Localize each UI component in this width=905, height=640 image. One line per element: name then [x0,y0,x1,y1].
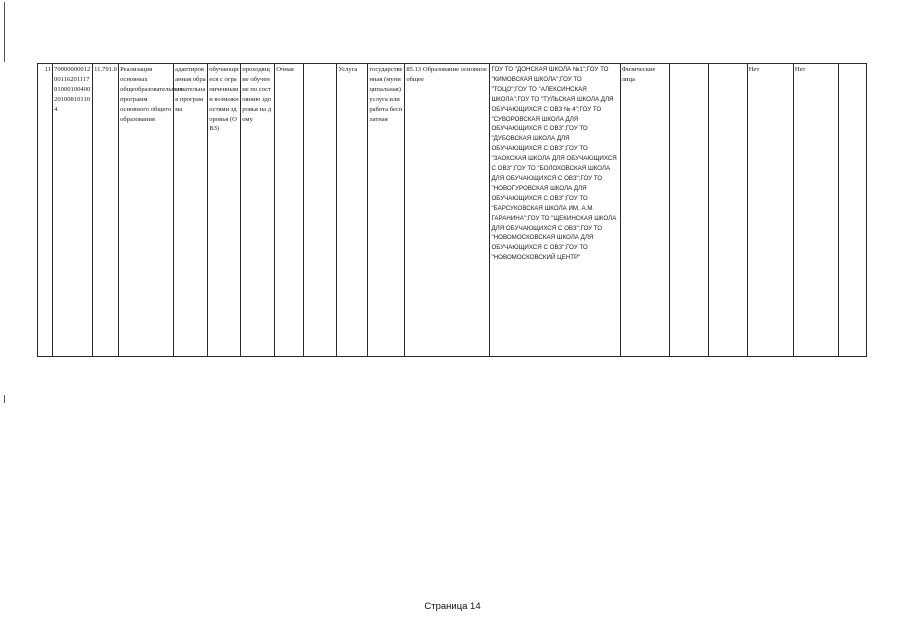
empty-cell-1 [304,64,337,357]
okved-name-cell: 85.13 Образование основное общее [405,64,490,357]
row-number: 11 [38,64,53,357]
program-type-cell: адаптированная образовательная программа [174,64,208,357]
paid-cell: Нет [747,64,793,357]
consumers-cell: Физические лица [620,64,669,357]
kind-cell: Услуга [337,64,368,357]
page-number: Страница 14 [424,601,481,612]
services-registry-table [37,63,867,357]
empty-cell-4 [838,64,866,357]
category-1-cell: обучающиеся с ограниченными возможностями здоровья (ОВЗ) [208,64,241,357]
margin-line-bottom [4,395,5,403]
fee-cell: Нет [793,64,838,357]
empty-cell-2 [669,64,708,357]
okved-code-cell: 11.791.0 [93,64,119,357]
registry-code-cell: 700000000120011620111791000100400201008101104 [53,64,93,357]
form-cell: Очная [275,64,304,357]
service-type-cell: государственная (муниципальная) услуга или работа бесплатная [368,64,405,357]
institutions-cell: ГОУ ТО "ДОНСКАЯ ШКОЛА №1";ГОУ ТО "КИМОВСКАЯ ШКОЛА";ГОУ ТО "ТОЦО";ГОУ ТО "АЛЕКСИНСКАЯ ШКОЛА";ГОУ ТО "ТУЛЬСКАЯ ШКОЛА ДЛЯ ОБУЧАЮЩИХСЯ С ОВЗ № 4";ГОУ ТО "СУВОРОВСКАЯ ШКОЛА ДЛЯ ОБУЧАЮЩИХСЯ С ОВЗ";ГОУ ТО "ДУБОВСКАЯ ШКОЛА ДЛЯ ОБУЧАЮЩИХСЯ С ОВЗ";ГОУ ТО "ЗАОКСКАЯ ШКОЛА ДЛЯ ОБУЧАЮЩИХСЯ С ОВЗ";ГОУ ТО "БОЛОХОВСКАЯ ШКОЛА ДЛЯ ОБУЧАЮЩИХСЯ С ОВЗ";ГОУ ТО "НОВОГУРОВСКАЯ ШКОЛА ДЛЯ ОБУЧАЮЩИХСЯ С ОВЗ";ГОУ ТО "БАРСУКОВСКАЯ ШКОЛА ИМ. А.М. ГАРАНИНА";ГОУ ТО "ЩЕКИНСКАЯ ШКОЛА ДЛЯ ОБУЧАЮЩИХСЯ С ОВЗ";ГОУ ТО "НОВОМОСКОВСКАЯ ШКОЛА ДЛЯ ОБУЧАЮЩИХСЯ С ОВЗ";ГОУ ТО "НОВОМОСКОВСКИЙ ЦЕНТР" [490,64,620,357]
service-name-cell: Реализация основных общеобразовательных программ основного общего образования [119,64,174,357]
empty-cell-3 [708,64,747,357]
margin-line-top [4,2,5,62]
table-row [38,64,867,357]
category-2-cell: проходящие обучение по состоянию здоровья на дому [241,64,275,357]
